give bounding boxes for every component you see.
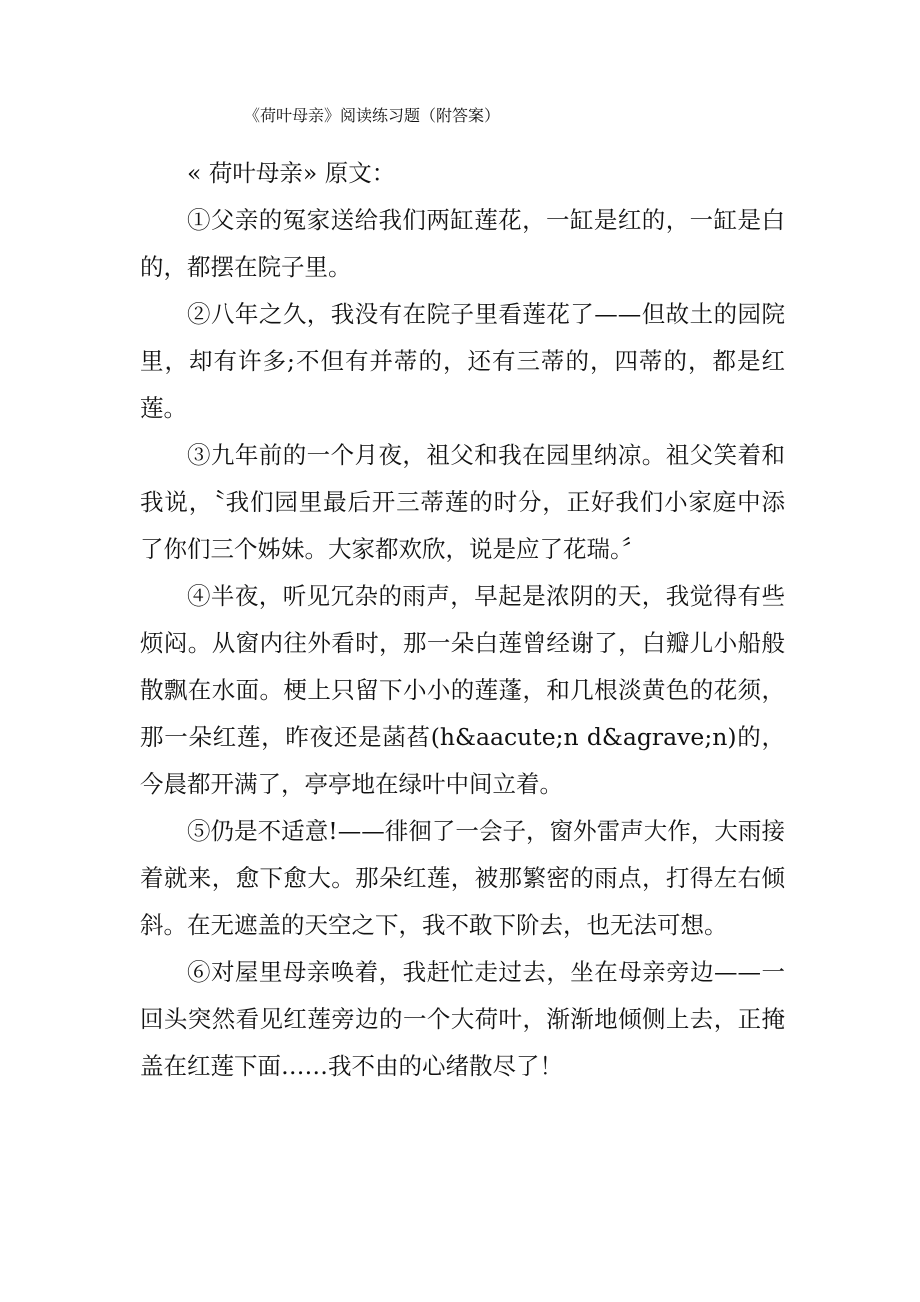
paragraph-5: ⑤仍是不适意!——徘徊了一会子，窗外雷声大作，大雨接着就来，愈下愈大。那朵红莲，被那繁密的雨点，打得左右倾斜。在无遮盖的天空之下，我不敢下阶去，也无法可想。 <box>140 817 785 939</box>
paragraph-1: ①父亲的冤家送给我们两缸莲花，一缸是红的，一缸是白的，都摆在院子里。 <box>140 206 785 281</box>
paragraph-4: ④半夜，听见冗杂的雨声，早起是浓阴的天，我觉得有些烦闷。从窗内往外看时，那一朵白莲曾经谢了，白瓣儿小船般散飘在水面。梗上只留下小小的莲蓬，和几根淡黄色的花须，那一朵红莲，昨夜还是菡萏(h&aacute;n d&agrave;n)的，今晨都开满了，亭亭地在绿叶中间立着。 <box>140 582 785 798</box>
paragraph-6: ⑥对屋里母亲唤着，我赶忙走过去，坐在母亲旁边——一回头突然看见红莲旁边的一个大荷叶，渐渐地倾侧上去，正掩盖在红莲下面……我不由的心绪散尽了！ <box>140 958 785 1080</box>
document-body <box>140 150 785 1090</box>
paragraph-2: ②八年之久，我没有在院子里看莲花了——但故土的园院里，却有许多;不但有并蒂的，还有三蒂的，四蒂的，都是红莲。 <box>140 300 785 422</box>
paragraph-3: ③九年前的一个月夜，祖父和我在园里纳凉。祖父笑着和我说，〝我们园里最后开三蒂莲的时分，正好我们小家庭中添了你们三个姊妹。大家都欢欣，说是应了花瑞。〞 <box>140 441 785 563</box>
document-title: 《荷叶母亲》阅读练习题（附答案） <box>244 106 501 125</box>
section-heading: « 荷叶母亲» 原文： <box>187 159 396 187</box>
